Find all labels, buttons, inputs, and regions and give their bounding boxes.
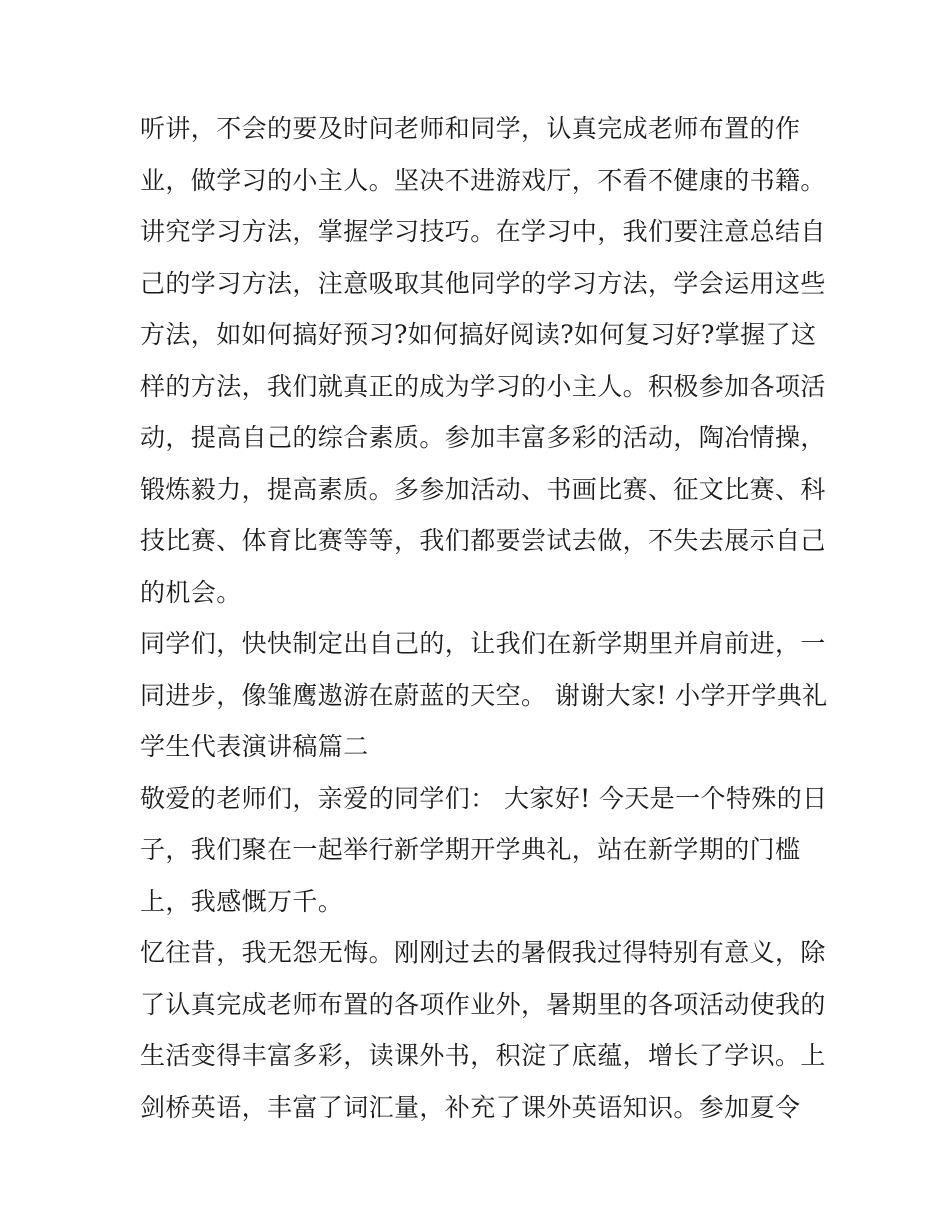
text-line: 剑桥英语，丰富了词汇量，补充了课外英语知识。参加夏令 (140, 1092, 801, 1122)
text-line: 子，我们聚在一起举行新学期开学典礼，站在新学期的门槛 (140, 835, 801, 864)
text-line: 讲究学习方法，掌握学习技巧。在学习中，我们要注意总结自 (140, 217, 826, 246)
text-line: 了认真完成老师布置的各项作业外，暑期里的各项活动使我的 (140, 989, 826, 1019)
text-line: 己的学习方法，注意吸取其他同学的学习方法，学会运用这些 (140, 268, 826, 298)
text-line: 方法，如如何搞好预习?如何搞好阅读?如何复习好?掌握了这 (140, 320, 817, 349)
text-line: 生活变得丰富多彩，读课外书，积淀了底蕴，增长了学识。上 (140, 1041, 826, 1070)
text-line: 听讲，不会的要及时问老师和同学，认真完成老师布置的作 (140, 114, 801, 143)
text-line: 同学们，快快制定出自己的，让我们在新学期里并肩前进，一 (140, 629, 826, 658)
text-line: 同进步，像雏鹰遨游在蔚蓝的天空。 谢谢大家! 小学开学典礼 (140, 680, 828, 710)
text-line: 的机会。 (140, 577, 242, 607)
text-line: 学生代表演讲稿篇二 (140, 732, 369, 761)
text-line: 动，提高自己的综合素质。参加丰富多彩的活动，陶冶情操， (140, 423, 826, 452)
text-line: 上，我感慨万千。 (140, 886, 344, 916)
text-line: 敬爱的老师们，亲爱的同学们： 大家好! 今天是一个特殊的日 (140, 783, 828, 813)
text-line: 忆往昔，我无怨无悔。刚刚过去的暑假我过得特别有意义，除 (140, 938, 826, 967)
text-line: 业，做学习的小主人。坚决不进游戏厅，不看不健康的书籍。 (140, 165, 826, 195)
text-line: 技比赛、体育比赛等等，我们都要尝试去做，不失去展示自己 (140, 526, 826, 555)
text-line: 锻炼毅力，提高素质。多参加活动、书画比赛、征文比赛、科 (140, 474, 826, 504)
document-body (140, 107, 828, 1137)
text-line: 样的方法，我们就真正的成为学习的小主人。积极参加各项活 (140, 371, 826, 401)
